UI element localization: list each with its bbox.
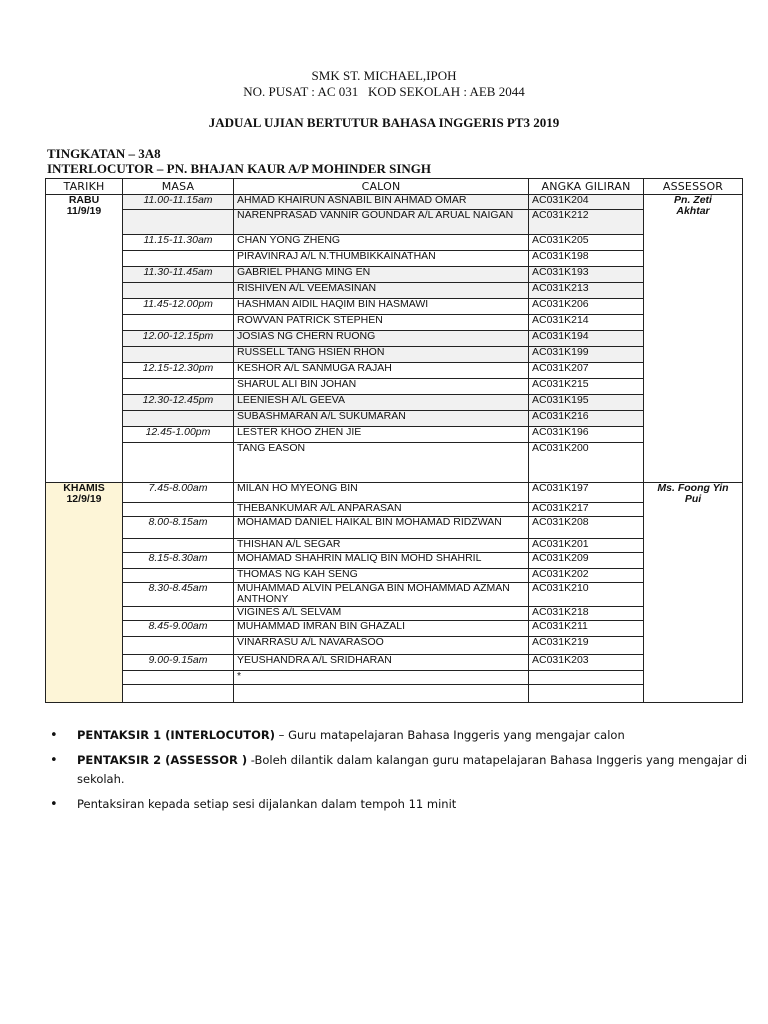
- candidate-number: AC031K206: [529, 299, 644, 315]
- note-bold: PENTAKSIR 2 (ASSESSOR ): [77, 753, 248, 767]
- school-name: SMK ST. MICHAEL,IPOH: [311, 68, 457, 83]
- note-item: [50, 751, 750, 789]
- candidate-number: AC031K211: [529, 621, 644, 637]
- table-row: [46, 210, 743, 235]
- note-bold: PENTAKSIR 1 (INTERLOCUTOR): [77, 728, 276, 742]
- time-cell: 12.45-1.00pm: [123, 427, 234, 443]
- candidate-name: MUHAMMAD ALVIN PELANGA BIN MOHAMMAD AZMAN ANTHONY: [234, 583, 529, 607]
- day-date: 12/9/19: [66, 493, 102, 505]
- candidate-name: MILAN HO MYEONG BIN: [234, 483, 529, 503]
- note-item: [50, 726, 750, 745]
- table-row: [46, 363, 743, 379]
- note-text: -Boleh dilantik dalam kalangan guru matapelajaran Bahasa Inggeris yang mengajar di sekolah.: [77, 753, 748, 786]
- table-row: [46, 427, 743, 443]
- schedule-table: [45, 178, 743, 703]
- table-row: [46, 607, 743, 621]
- candidate-number: AC031K204: [529, 195, 644, 210]
- day-name: KHAMIS: [63, 482, 105, 494]
- time-cell: [123, 607, 234, 621]
- candidate-number: AC031K201: [529, 539, 644, 553]
- candidate-name: NARENPRASAD VANNIR GOUNDAR A/L ARUAL NAIGAN: [234, 210, 529, 235]
- candidate-number: AC031K198: [529, 251, 644, 267]
- bullet-icon: •: [50, 753, 58, 768]
- note-text: – Guru matapelajaran Bahasa Inggeris yang mengajar calon: [275, 728, 625, 742]
- candidate-number: AC031K203: [529, 655, 644, 671]
- schedule-body: [46, 195, 743, 703]
- time-cell: [123, 637, 234, 655]
- bullet-icon: •: [50, 728, 58, 743]
- candidate-number: AC031K213: [529, 283, 644, 299]
- candidate-number: AC031K197: [529, 483, 644, 503]
- candidate-number: AC031K195: [529, 395, 644, 411]
- table-row: [46, 395, 743, 411]
- candidate-name: VINARRASU A/L NAVARASOO: [234, 637, 529, 655]
- time-cell: 8.30-8.45am: [123, 583, 234, 607]
- candidate-number: AC031K217: [529, 503, 644, 517]
- time-cell: [123, 685, 234, 703]
- date-cell: [46, 195, 123, 483]
- candidate-name: KESHOR A/L SANMUGA RAJAH: [234, 363, 529, 379]
- notes-list: [50, 726, 750, 820]
- candidate-number: AC031K218: [529, 607, 644, 621]
- candidate-number: AC031K207: [529, 363, 644, 379]
- table-row: [46, 195, 743, 210]
- day-date: 11/9/19: [66, 205, 102, 217]
- table-row: [46, 553, 743, 569]
- candidate-name: GABRIEL PHANG MING EN: [234, 267, 529, 283]
- candidate-number: [529, 671, 644, 685]
- candidate-number: AC031K216: [529, 411, 644, 427]
- table-row: [46, 685, 743, 703]
- table-row: [46, 503, 743, 517]
- candidate-name: RISHIVEN A/L VEEMASINAN: [234, 283, 529, 299]
- time-cell: 9.00-9.15am: [123, 655, 234, 671]
- candidate-number: AC031K209: [529, 553, 644, 569]
- school-header: [0, 68, 768, 100]
- table-row: [46, 331, 743, 347]
- time-cell: 7.45-8.00am: [123, 483, 234, 503]
- time-cell: 8.45-9.00am: [123, 621, 234, 637]
- document-title: JADUAL UJIAN BERTUTUR BAHASA INGGERIS PT3 2019: [208, 115, 560, 130]
- table-row: [46, 283, 743, 299]
- table-row: [46, 621, 743, 637]
- candidate-number: AC031K212: [529, 210, 644, 235]
- candidate-number: AC031K205: [529, 235, 644, 251]
- table-row: [46, 267, 743, 283]
- time-cell: 11.30-11.45am: [123, 267, 234, 283]
- candidate-number: AC031K210: [529, 583, 644, 607]
- candidate-number: AC031K193: [529, 267, 644, 283]
- candidate-name: ROWVAN PATRICK STEPHEN: [234, 315, 529, 331]
- candidate-name: SHARUL ALI BIN JOHAN: [234, 379, 529, 395]
- column-header-masa: MASA: [123, 179, 234, 195]
- candidate-number: AC031K202: [529, 569, 644, 583]
- candidate-number: [529, 685, 644, 703]
- bullet-icon: •: [50, 797, 58, 812]
- time-cell: [123, 283, 234, 299]
- table-row: [46, 517, 743, 539]
- table-row: [46, 539, 743, 553]
- assessor-name-cont: Akhtar: [676, 205, 710, 217]
- candidate-number: AC031K208: [529, 517, 644, 539]
- table-row: [46, 251, 743, 267]
- table-row: [46, 315, 743, 331]
- candidate-name: THOMAS NG KAH SENG: [234, 569, 529, 583]
- table-row: [46, 655, 743, 671]
- time-cell: 11.45-12.00pm: [123, 299, 234, 315]
- time-cell: [123, 347, 234, 363]
- table-row: [46, 443, 743, 483]
- candidate-number: AC031K194: [529, 331, 644, 347]
- time-cell: 11.15-11.30am: [123, 235, 234, 251]
- time-cell: [123, 379, 234, 395]
- time-cell: 8.15-8.30am: [123, 553, 234, 569]
- tingkatan-label: TINGKATAN – 3A8: [47, 146, 161, 161]
- column-header-assessor: ASSESSOR: [644, 179, 743, 195]
- day-name: RABU: [68, 194, 100, 206]
- candidate-name: PIRAVINRAJ A/L N.THUMBIKKAINATHAN: [234, 251, 529, 267]
- candidate-number: AC031K200: [529, 443, 644, 483]
- candidate-name: MUHAMMAD IMRAN BIN GHAZALI: [234, 621, 529, 637]
- time-cell: 8.00-8.15am: [123, 517, 234, 539]
- assessor-cell: [644, 195, 743, 483]
- time-cell: [123, 671, 234, 685]
- time-cell: [123, 210, 234, 235]
- candidate-name: LEENIESH A/L GEEVA: [234, 395, 529, 411]
- note-text: Pentaksiran kepada setiap sesi dijalankan dalam tempoh 11 minit: [77, 797, 457, 811]
- time-cell: [123, 569, 234, 583]
- table-row: [46, 235, 743, 251]
- candidate-name: CHAN YONG ZHENG: [234, 235, 529, 251]
- assessor-name-cont: Pui: [684, 493, 702, 505]
- candidate-name: MOHAMAD DANIEL HAIKAL BIN MOHAMAD RIDZWAN: [234, 517, 529, 539]
- candidate-name: SUBASHMARAN A/L SUKUMARAN: [234, 411, 529, 427]
- candidate-name: TANG EASON: [234, 443, 529, 483]
- table-row: [46, 671, 743, 685]
- candidate-name: THISHAN A/L SEGAR: [234, 539, 529, 553]
- candidate-name: JOSIAS NG CHERN RUONG: [234, 331, 529, 347]
- candidate-name: YEUSHANDRA A/L SRIDHARAN: [234, 655, 529, 671]
- table-row: [46, 569, 743, 583]
- table-row: [46, 637, 743, 655]
- candidate-name: AHMAD KHAIRUN ASNABIL BIN AHMAD OMAR: [234, 195, 529, 210]
- candidate-name: RUSSELL TANG HSIEN RHON: [234, 347, 529, 363]
- table-row: [46, 483, 743, 503]
- assessor-name: Pn. Zeti: [674, 194, 712, 206]
- column-header-calon: CALON: [234, 179, 529, 195]
- candidate-name: [234, 685, 529, 703]
- school-codes: NO. PUSAT : AC 031 KOD SEKOLAH : AEB 2044: [243, 84, 525, 99]
- assessor-cell: [644, 483, 743, 703]
- candidate-name: THEBANKUMAR A/L ANPARASAN: [234, 503, 529, 517]
- column-header-tarikh: TARIKH: [46, 179, 123, 195]
- candidate-name: MOHAMAD SHAHRIN MALIQ BIN MOHD SHAHRIL: [234, 553, 529, 569]
- column-header-angka-giliran: ANGKA GILIRAN: [529, 179, 644, 195]
- time-cell: [123, 503, 234, 517]
- time-cell: [123, 315, 234, 331]
- time-cell: 11.00-11.15am: [123, 195, 234, 210]
- table-row: [46, 583, 743, 607]
- note-item: [50, 795, 750, 814]
- date-cell: [46, 483, 123, 703]
- candidate-name: LESTER KHOO ZHEN JIE: [234, 427, 529, 443]
- time-cell: [123, 539, 234, 553]
- time-cell: 12.15-12.30pm: [123, 363, 234, 379]
- table-header-row: [46, 179, 743, 195]
- candidate-number: AC031K199: [529, 347, 644, 363]
- interlocutor-label: INTERLOCUTOR – PN. BHAJAN KAUR A/P MOHINDER SINGH: [47, 161, 432, 176]
- table-row: [46, 299, 743, 315]
- table-row: [46, 379, 743, 395]
- candidate-name: *: [234, 671, 529, 685]
- candidate-name: VIGINES A/L SELVAM: [234, 607, 529, 621]
- table-row: [46, 347, 743, 363]
- time-cell: [123, 443, 234, 483]
- candidate-number: AC031K214: [529, 315, 644, 331]
- time-cell: [123, 251, 234, 267]
- candidate-number: AC031K215: [529, 379, 644, 395]
- time-cell: [123, 411, 234, 427]
- time-cell: 12.30-12.45pm: [123, 395, 234, 411]
- candidate-number: AC031K196: [529, 427, 644, 443]
- candidate-number: AC031K219: [529, 637, 644, 655]
- candidate-name: HASHMAN AIDIL HAQIM BIN HASMAWI: [234, 299, 529, 315]
- time-cell: 12.00-12.15pm: [123, 331, 234, 347]
- assessor-name: Ms. Foong Yin: [657, 482, 729, 494]
- table-row: [46, 411, 743, 427]
